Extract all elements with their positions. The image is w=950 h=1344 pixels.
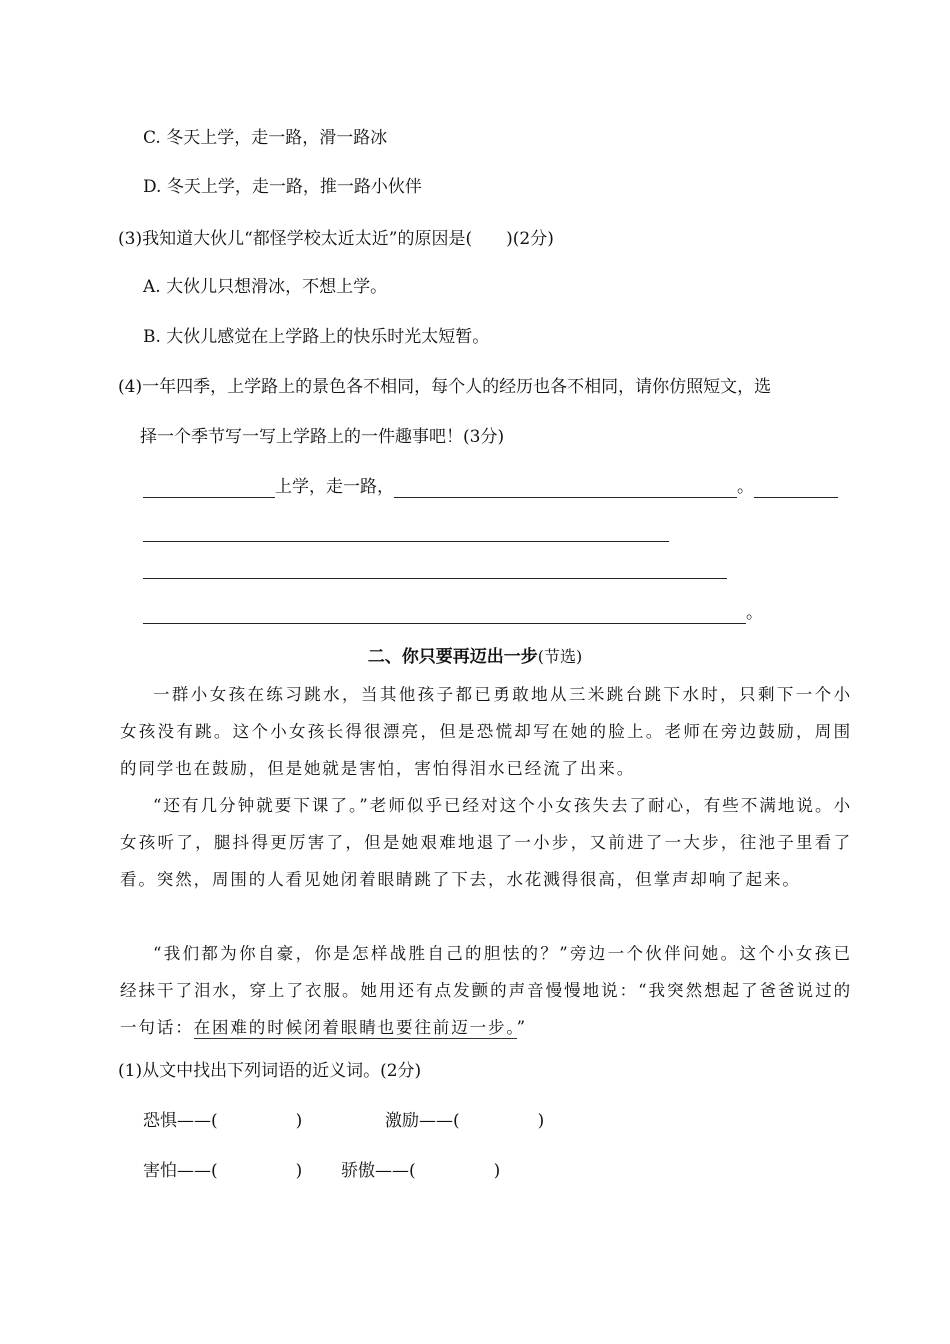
passage-paragraph-3 [120, 935, 852, 1046]
passage-paragraph-1: 一群小女孩在练习跳水，当其他孩子都已勇敢地从三米跳台跳下水时，只剩下一个小女孩没有跳。这个小女孩长得很漂亮，但是恐慌却写在她的脸上。老师在旁边鼓励，周围的同学也在鼓励，但是她就是害怕，害怕得泪水已经流了出来。 [120, 685, 852, 778]
synonym-item-2 [385, 1110, 544, 1132]
end-period: 。 [746, 603, 763, 623]
question-1-prompt: (1)从文中找出下列词语的近义词。(2分) [118, 1061, 422, 1081]
option-a: A. 大伙儿只想滑冰，不想上学。 [143, 277, 388, 297]
synonym-word: 害怕——( [143, 1161, 218, 1181]
question-3-prompt-text: (3)我知道大伙儿“都怪学校太近太近”的原因是( [118, 229, 473, 249]
section-title-note: (节选) [537, 647, 583, 666]
question-3-prompt [118, 228, 554, 250]
synonym-close: ) [537, 1111, 545, 1131]
question-4-line2: 择一个季节写一写上学路上的一件趣事吧！(3分) [140, 427, 505, 447]
fill-period: 。 [737, 477, 754, 497]
paragraph-3-close-quote: ” [516, 1018, 527, 1037]
fill-text-middle: 上学，走一路， [275, 477, 394, 497]
option-d: D. 冬天上学，走一路，推一路小伙伴 [143, 177, 422, 197]
writing-line-2[interactable] [143, 541, 669, 542]
synonym-item-4 [341, 1160, 500, 1182]
synonym-item-1 [143, 1110, 302, 1132]
season-blank[interactable] [143, 479, 275, 498]
synonym-close: ) [493, 1161, 501, 1181]
section-title [0, 646, 950, 668]
synonym-word: 骄傲——( [341, 1161, 416, 1181]
question-4-line1: (4)一年四季，上学路上的景色各不相同，每个人的经历也各不相同，请你仿照短文，选 [118, 377, 772, 397]
story-blank-start[interactable] [754, 479, 838, 498]
writing-line-4 [143, 602, 763, 624]
writing-line-1 [143, 476, 838, 498]
passage-paragraph-2: “还有几分钟就要下课了。”老师似乎已经对这个小女孩失去了耐心，有些不满地说。小女孩听了，腿抖得更厉害了，但是她艰难地退了一小步，又前进了一大步，往池子里看了看。突然，周围的人看见她闭着眼睛跳了下去，水花溅得很高，但掌声却响了起来。 [120, 796, 852, 889]
writing-line-3[interactable] [143, 578, 727, 579]
section-title-text: 二、你只要再迈出一步 [367, 647, 538, 667]
option-b: B. 大伙儿感觉在上学路上的快乐时光太短暂。 [143, 327, 490, 347]
synonym-close: ) [295, 1161, 303, 1181]
synonym-word: 恐惧——( [143, 1111, 218, 1131]
synonym-close: ) [295, 1111, 303, 1131]
option-c: C. 冬天上学，走一路，滑一路冰 [143, 128, 388, 148]
activity-blank[interactable] [394, 479, 737, 498]
synonym-word: 激励——( [385, 1111, 460, 1131]
story-blank-end[interactable] [143, 605, 746, 624]
question-3-score: )(2分) [506, 229, 554, 249]
paragraph-3-text: “我们都为你自豪，你是怎样战胜自己的胆怯的？”旁边一个伙伴问她。这个小女孩已经抹干了泪水，穿上了衣服。她用还有点发颤的声音慢慢地说：“我突然想起了爸爸说过的一句话： [120, 944, 852, 1037]
synonym-item-3 [143, 1160, 302, 1182]
underlined-sentence: 在困难的时候闭着眼睛也要往前迈一步。 [193, 1018, 517, 1037]
